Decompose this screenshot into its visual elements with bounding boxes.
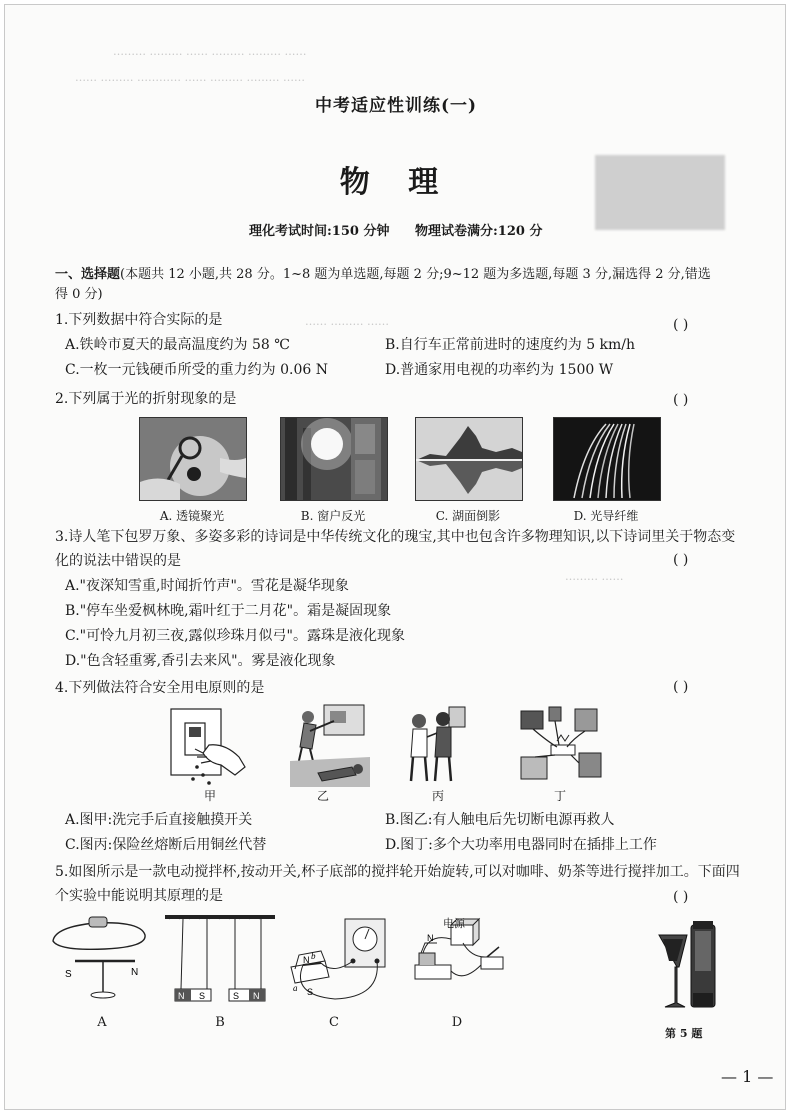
experiment-b-hanging-magnets: [165, 915, 275, 1009]
magnet-label-s: S: [199, 991, 206, 1001]
illustration-fuse-copper-wire: [405, 701, 471, 787]
bleed-through-text: ……… ……: [565, 570, 624, 583]
wire-label-b: b: [311, 951, 316, 961]
section-instructions-line1: (本题共 12 小题,共 28 分。1~8 题为单选题,每题 2 分;9~12 题为多选题,每题 3 分,漏选得 2 分,错选: [120, 267, 711, 282]
q2-caption-d: D. 光导纤维: [573, 509, 639, 523]
q2-caption-c: C. 湖面倒影: [435, 509, 501, 523]
power-supply-label: 电源: [443, 917, 465, 930]
bleed-through-text: …… ……… ………… …… ……… ……… ……: [75, 71, 305, 84]
q2-answer-box: ( ): [673, 392, 689, 408]
magnet-label-n: N: [178, 991, 185, 1001]
illustration-overloaded-power-strip: [517, 705, 607, 787]
q4-label-ding: 丁: [553, 789, 566, 803]
q5-stem-line2: 个实验中能说明其原理的是: [55, 888, 223, 904]
page-number: — 1 —: [721, 1067, 774, 1086]
q3-option-c: C."可怜九月初三夜,露似珍珠月似弓"。露珠是液化现象: [65, 628, 405, 644]
q5-stem-line1: 5.如图所示是一款电动搅拌杯,按动开关,杯子底部的搅拌轮开始旋转,可以对咖啡、奶茶等进行搅拌加工。下面四: [55, 864, 740, 880]
wire-label-a: a: [293, 983, 298, 993]
q5-label-d: D: [451, 1015, 463, 1030]
q5-label-a: A: [97, 1015, 107, 1030]
q3-option-d: D."色含轻重雾,香引去来风"。雾是液化现象: [65, 653, 336, 669]
q4-stem: 4.下列做法符合安全用电原则的是: [55, 680, 265, 696]
exam-page: [4, 4, 786, 1110]
section-instructions-line2: 得 0 分): [55, 287, 103, 302]
exam-time: 理化考试时间:150 分钟: [249, 224, 390, 239]
q4-label-yi: 乙: [316, 789, 329, 803]
q5-label-c: C: [329, 1015, 339, 1030]
q1-option-c: C.一枚一元钱硬币所受的重力约为 0.06 N: [65, 362, 328, 378]
q5-figure-caption: 第 5 题: [665, 1027, 703, 1040]
experiment-a-oersted: [45, 913, 155, 1009]
pole-label-s: S: [307, 987, 314, 997]
q1-option-d: D.普通家用电视的功率约为 1500 W: [385, 362, 614, 378]
q4-label-jia: 甲: [203, 789, 216, 803]
q3-option-a: A."夜深知雪重,时闻折竹声"。雪花是凝华现象: [65, 578, 349, 594]
photo-lake-reflection: [415, 417, 523, 501]
q3-option-b: B."停车坐爱枫林晚,霜叶红于二月花"。霜是凝固现象: [65, 603, 392, 619]
photo-optical-fiber: [553, 417, 661, 501]
blender-cup-illustration: [653, 917, 723, 1017]
pole-label-n: N: [131, 967, 139, 978]
magnet-label-s: S: [233, 991, 240, 1001]
q3-stem-line1: 3.诗人笔下包罗万象、多姿多彩的诗词是中华传统文化的瑰宝,其中也包含许多物理知识,以下诗词里关于物态变: [55, 529, 736, 545]
section-heading: 一、选择题: [55, 267, 121, 282]
q2-stem: 2.下列属于光的折射现象的是: [55, 391, 237, 407]
q5-label-b: B: [215, 1015, 225, 1030]
q4-option-c: C.图丙:保险丝熔断后用铜丝代替: [65, 837, 267, 853]
illustration-electric-shock-rescue: [290, 703, 370, 787]
q4-answer-box: ( ): [673, 679, 689, 695]
q4-label-bing: 丙: [431, 789, 444, 803]
photo-window-reflection: [280, 417, 388, 501]
section-instructions: [55, 266, 711, 283]
subject-title: 物 理: [339, 165, 453, 200]
q1-option-b: B.自行车正常前进时的速度约为 5 km/h: [385, 337, 636, 353]
exam-score: 物理试卷满分:120 分: [415, 224, 543, 239]
experiment-c-induction: [285, 915, 395, 1009]
bleed-through-text: …… ……… ……: [305, 315, 389, 328]
q4-option-a: A.图甲:洗完手后直接触摸开关: [65, 812, 253, 828]
pole-label-n: N: [303, 955, 310, 965]
q2-caption-b: B. 窗户反光: [300, 509, 366, 523]
q4-option-b: B.图乙:有人触电后先切断电源再救人: [385, 812, 615, 828]
photo-lens-focusing: [139, 417, 247, 501]
q3-stem-line2: 化的说法中错误的是: [55, 553, 181, 569]
q3-answer-box: ( ): [673, 552, 689, 568]
magnet-label-n: N: [253, 991, 260, 1001]
q2-caption-a: A. 透镜聚光: [159, 509, 225, 523]
bleed-through-text: ……… ……… …… ……… ……… ……: [113, 45, 307, 58]
q1-stem: 1.下列数据中符合实际的是: [55, 312, 223, 328]
illustration-wet-hand-switch: [165, 705, 251, 789]
q4-option-d: D.图丁:多个大功率用电器同时在插排上工作: [385, 837, 657, 853]
q5-answer-box: ( ): [673, 889, 689, 905]
q1-option-a: A.铁岭市夏天的最高温度约为 58 ℃: [65, 337, 290, 353]
exam-title: 中考适应性训练(一): [314, 96, 478, 116]
pole-label-n: N: [427, 933, 434, 943]
pole-label-s: S: [65, 969, 72, 980]
q1-answer-box: ( ): [673, 317, 689, 333]
